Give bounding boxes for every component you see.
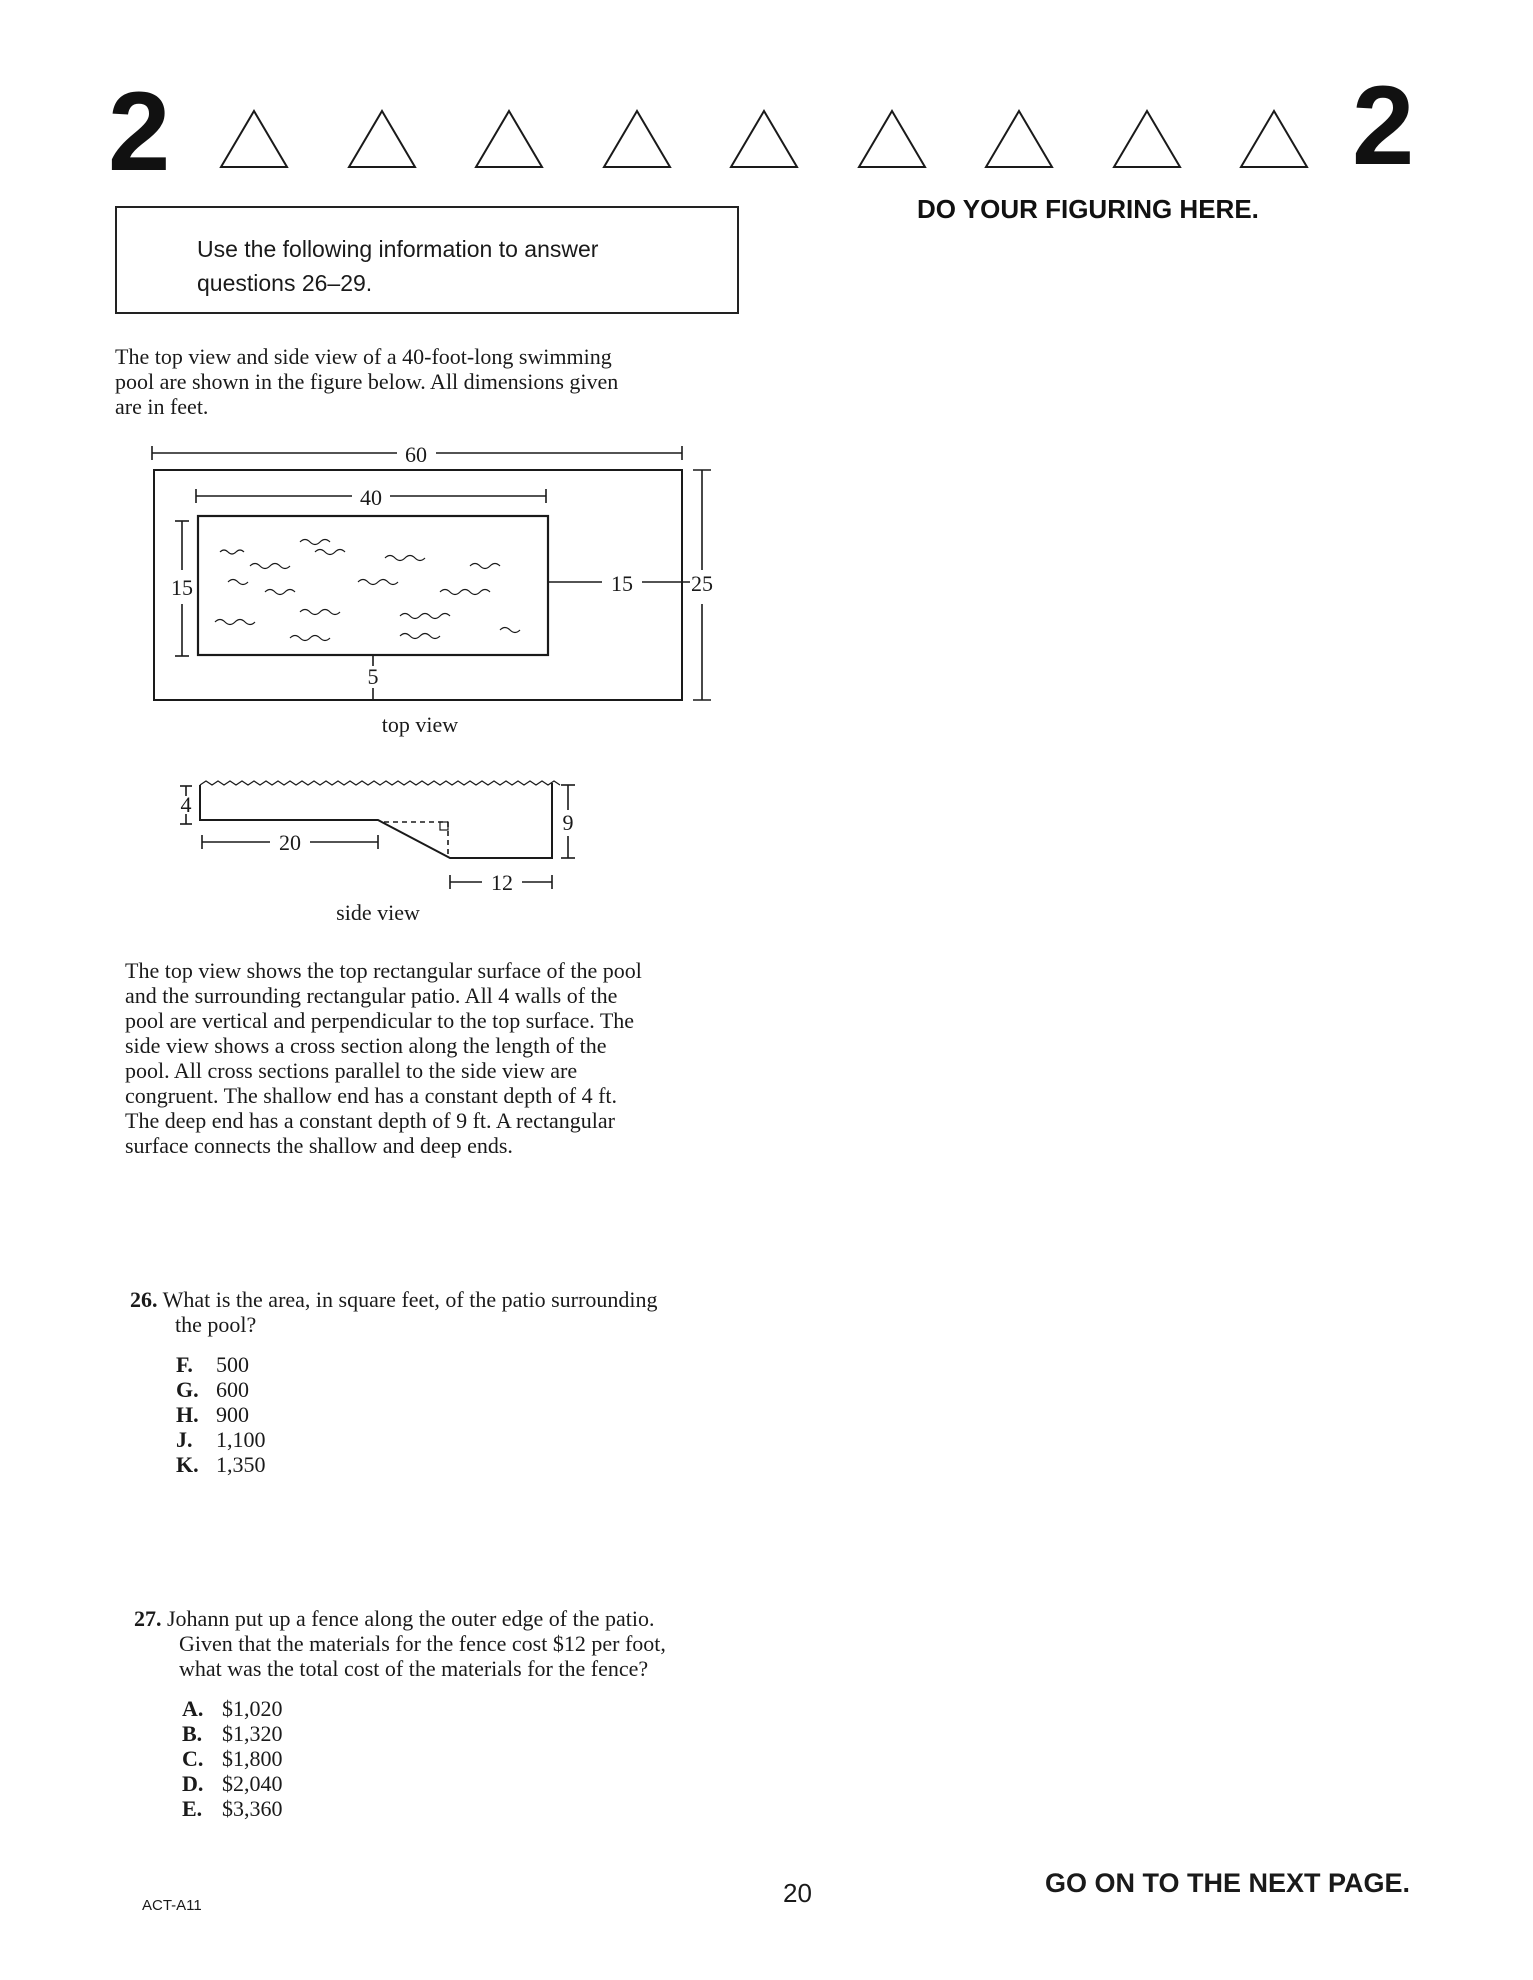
label-shallow-length: 20 <box>279 830 301 855</box>
label-outer-width: 25 <box>691 571 713 596</box>
description-line-7: The deep end has a constant depth of 9 ft. A rectangular <box>125 1108 615 1133</box>
question-26-choices <box>176 1352 266 1477</box>
question-26-number: 26. <box>130 1287 158 1312</box>
choice-H[interactable] <box>176 1402 266 1427</box>
label-deep-depth: 9 <box>562 810 574 835</box>
label-pool-length: 40 <box>360 485 382 510</box>
choice-value: $1,020 <box>222 1696 283 1721</box>
description-line-8: surface connects the shallow and deep ends. <box>125 1133 513 1158</box>
choice-value: $1,320 <box>222 1721 283 1746</box>
label-gap-bottom: 5 <box>367 664 379 689</box>
choice-value: 900 <box>216 1402 249 1427</box>
question-27-number: 27. <box>134 1606 162 1631</box>
label-deep-length: 12 <box>491 870 513 895</box>
choice-value: $2,040 <box>222 1771 283 1796</box>
choice-value: 1,350 <box>216 1452 266 1477</box>
question-27 <box>134 1606 784 1681</box>
patio-rectangle <box>154 470 682 700</box>
choice-letter: A. <box>182 1696 204 1721</box>
choice-value: 600 <box>216 1377 249 1402</box>
choice-value: $3,360 <box>222 1796 283 1821</box>
description-line-4: side view shows a cross section along the length of the <box>125 1033 607 1058</box>
water-waves <box>215 540 520 641</box>
description-line-2: and the surrounding rectangular patio. All 4 walls of the <box>125 983 618 1008</box>
info-box-line-1: Use the following information to answer <box>197 236 599 262</box>
info-box-line-2: questions 26–29. <box>197 270 373 296</box>
description-line-6: congruent. The shallow end has a constant depth of 4 ft. <box>125 1083 618 1108</box>
choice-value: 1,100 <box>216 1427 266 1452</box>
label-shallow-depth: 4 <box>180 792 192 817</box>
label-gap-right: 15 <box>611 571 633 596</box>
question-27-line-1: Johann put up a fence along the outer edge of the patio. <box>167 1606 655 1631</box>
intro-line-2: pool are shown in the figure below. All dimensions given <box>115 369 619 394</box>
page-number: 20 <box>783 1878 812 1908</box>
caption-side-view: side view <box>336 900 420 925</box>
choice-value: $1,800 <box>222 1746 283 1771</box>
choice-C[interactable] <box>182 1746 283 1771</box>
next-page-notice: GO ON TO THE NEXT PAGE. <box>1045 1868 1411 1898</box>
choice-K[interactable] <box>176 1452 266 1477</box>
caption-top-view: top view <box>381 712 459 737</box>
choice-letter: K. <box>176 1452 199 1477</box>
question-26-line-1: What is the area, in square feet, of the patio surrounding <box>162 1287 658 1312</box>
question-26-line-2: the pool? <box>175 1312 257 1337</box>
intro-line-3: are in feet. <box>115 394 209 419</box>
form-code: ACT-A11 <box>142 1897 202 1914</box>
choice-letter: F. <box>176 1352 193 1377</box>
description-line-3: pool are vertical and perpendicular to the top surface. The <box>125 1008 635 1033</box>
pool-rectangle <box>198 516 548 655</box>
choice-F[interactable] <box>176 1352 266 1377</box>
description-line-5: pool. All cross sections parallel to the side view are <box>125 1058 578 1083</box>
side-view-outline <box>200 783 552 858</box>
intro-line-1: The top view and side view of a 40-foot-long swimming <box>115 344 612 369</box>
choice-E[interactable] <box>182 1796 283 1821</box>
description-line-1: The top view shows the top rectangular surface of the pool <box>125 958 642 983</box>
question-27-line-2: Given that the materials for the fence cost $12 per foot, <box>179 1631 666 1656</box>
question-26 <box>130 1287 770 1337</box>
question-27-line-3: what was the total cost of the materials for the fence? <box>179 1656 649 1681</box>
choice-letter: G. <box>176 1377 199 1402</box>
section-number-right: 2 <box>1352 63 1415 188</box>
choice-letter: J. <box>176 1427 193 1452</box>
description-paragraph <box>125 958 753 1158</box>
choice-letter: H. <box>176 1402 199 1427</box>
figuring-label: DO YOUR FIGURING HERE. <box>917 194 1259 224</box>
label-pool-width: 15 <box>171 575 193 600</box>
choice-letter: C. <box>182 1746 204 1771</box>
label-outer-length: 60 <box>405 442 427 467</box>
side-view-water-surface <box>200 781 560 785</box>
choice-letter: E. <box>182 1796 203 1821</box>
choice-letter: B. <box>182 1721 203 1746</box>
choice-A[interactable] <box>182 1696 283 1721</box>
section-number-left: 2 <box>108 69 171 194</box>
choice-letter: D. <box>182 1771 204 1796</box>
choice-G[interactable] <box>176 1377 266 1402</box>
choice-value: 500 <box>216 1352 249 1377</box>
question-27-choices <box>182 1696 283 1821</box>
choice-B[interactable] <box>182 1721 283 1746</box>
choice-J[interactable] <box>176 1427 266 1452</box>
choice-D[interactable] <box>182 1771 283 1796</box>
